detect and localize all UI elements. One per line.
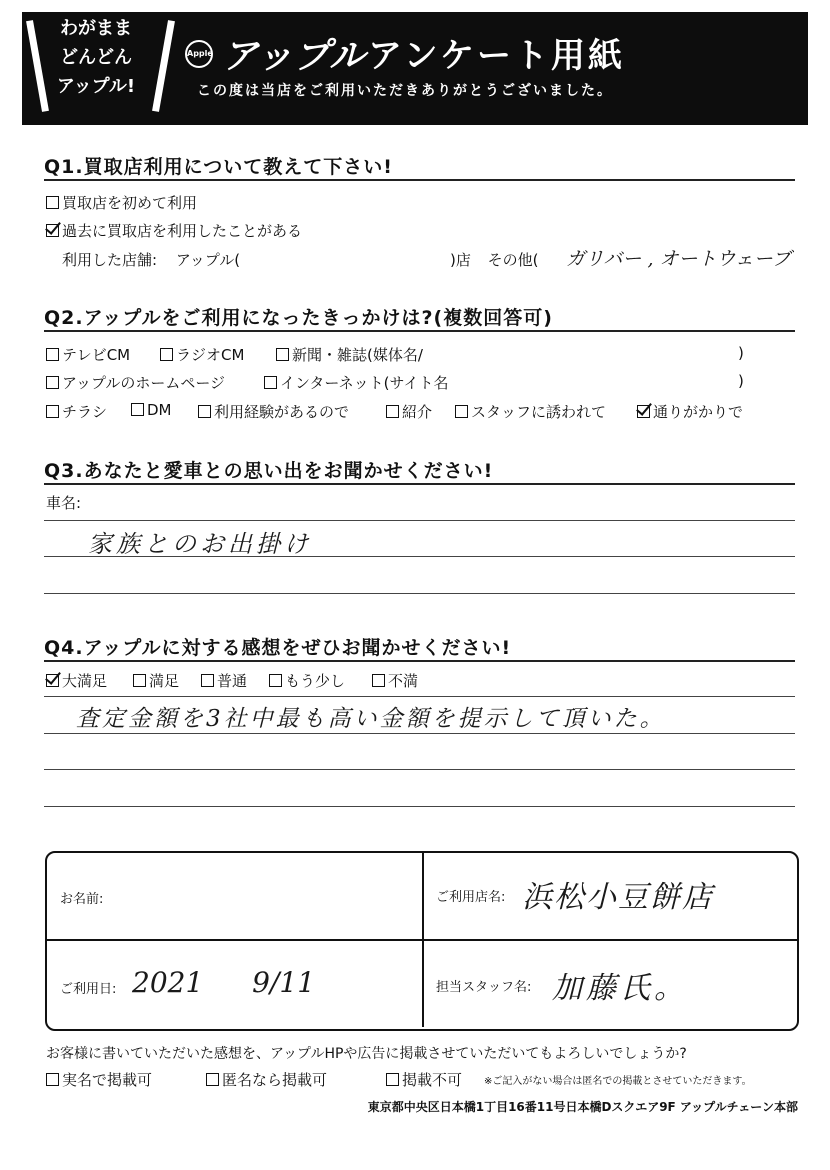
name-label: お名前: xyxy=(60,892,104,907)
option-label: スタッフに誘われて xyxy=(471,403,607,421)
consent-note: ※ご記入がない場合は匿名での掲載とさせていただきます。 xyxy=(484,1076,752,1087)
option-label: 通りがかりで xyxy=(653,403,744,421)
answer-line xyxy=(44,806,795,807)
form-title: アンケート用紙 xyxy=(368,36,625,76)
option-label: DM xyxy=(147,401,172,419)
option-label: 不満 xyxy=(388,672,419,690)
option-label: 利用経験があるので xyxy=(214,403,350,421)
store-label: 利用した店舗: xyxy=(62,251,158,269)
q2-option-homepage[interactable] xyxy=(46,372,225,393)
answer-line xyxy=(44,593,795,594)
q3-title: Q3.あなたと愛車との思い出をお聞かせください! xyxy=(44,460,494,482)
q4-option-satisfied[interactable] xyxy=(133,670,179,691)
option-label: チラシ xyxy=(62,403,108,421)
answer-line xyxy=(44,733,795,734)
q2-option-dm[interactable] xyxy=(131,401,172,419)
q4-option-could-improve[interactable] xyxy=(269,670,345,691)
handwritten-date: 2021 9/11 xyxy=(132,966,316,999)
store-name-label: ご利用店名: xyxy=(436,890,506,905)
q1-option-used-before[interactable] xyxy=(46,220,302,241)
handwritten-store-name: 浜松小豆餅店 xyxy=(522,880,714,915)
close-paren: ) xyxy=(738,372,744,390)
q1-other-row xyxy=(450,249,539,270)
q2-option-staff[interactable] xyxy=(455,401,606,422)
apple-logo-icon: Apple xyxy=(185,40,213,68)
q2-option-experience[interactable] xyxy=(198,401,349,422)
option-label: 新聞・雑誌(媒体名/ xyxy=(292,346,423,364)
slogan-line: アップル! xyxy=(56,76,136,97)
slogan-line: わがまま xyxy=(60,18,132,39)
checkbox[interactable] xyxy=(201,674,214,687)
date-label: ご利用日: xyxy=(60,982,117,997)
checkbox[interactable] xyxy=(46,348,59,361)
checkbox-checked[interactable] xyxy=(46,674,59,687)
slogan xyxy=(36,14,156,101)
checkbox[interactable] xyxy=(46,196,59,209)
option-label: 掲載不可 xyxy=(402,1071,463,1089)
consent-no[interactable] xyxy=(386,1069,462,1090)
q4-title: Q4.アップルに対する感想をぜひお聞かせください! xyxy=(44,637,512,659)
checkbox[interactable] xyxy=(160,348,173,361)
option-label: もう少し xyxy=(285,672,346,690)
q2-title: Q2.アップルをご利用になったきっかけは?(複数回答可) xyxy=(44,307,553,329)
answer-line xyxy=(44,520,795,521)
option-label: 大満足 xyxy=(62,672,108,690)
slogan-line: どんどん xyxy=(60,47,132,68)
checkbox[interactable] xyxy=(264,376,277,389)
q2-rule xyxy=(44,330,795,332)
option-label: インターネット(サイト名 xyxy=(280,374,449,392)
consent-anonymous[interactable] xyxy=(206,1069,327,1090)
q4-rule xyxy=(44,660,795,662)
q2-option-passing-by[interactable] xyxy=(637,401,743,422)
q2-option-radio[interactable] xyxy=(160,344,244,365)
close-paren: ) xyxy=(738,344,744,362)
store-prefix: アップル( xyxy=(175,251,241,269)
handwritten-feedback: 査定金額を3社中最も高い金額を提示して頂いた。 xyxy=(76,706,666,732)
q1-option-first-time[interactable] xyxy=(46,192,197,213)
checkbox[interactable] xyxy=(276,348,289,361)
q2-option-referral[interactable] xyxy=(386,401,432,422)
store-suffix: )店 xyxy=(450,251,471,269)
q4-option-dissatisfied[interactable] xyxy=(372,670,418,691)
thanks-message: この度は当店をご利用いただきありがとうございました。 xyxy=(197,83,613,99)
info-box-divider xyxy=(45,939,797,941)
q2-option-tv[interactable] xyxy=(46,344,130,365)
checkbox[interactable] xyxy=(386,405,399,418)
option-label: アップルのホームページ xyxy=(62,374,226,392)
option-label: 買取店を初めて利用 xyxy=(62,194,198,212)
q4-option-very-satisfied[interactable] xyxy=(46,670,107,691)
checkbox[interactable] xyxy=(198,405,211,418)
q2-option-internet[interactable] xyxy=(264,372,448,393)
q1-rule xyxy=(44,179,795,181)
q3-rule xyxy=(44,483,795,485)
company-address: 東京都中央区日本橋1丁目16番11号日本橋Dスクエア9F アップルチェーン本部 xyxy=(367,1100,798,1114)
q1-title: Q1.買取店利用について教えて下さい! xyxy=(44,156,393,178)
option-label: ラジオCM xyxy=(176,346,245,364)
q2-option-newspaper[interactable] xyxy=(276,344,423,365)
option-label: 普通 xyxy=(217,672,248,690)
checkbox[interactable] xyxy=(206,1073,219,1086)
checkbox[interactable] xyxy=(131,403,144,416)
option-label: テレビCM xyxy=(62,346,131,364)
q1-store-row xyxy=(62,249,240,270)
checkbox-checked[interactable] xyxy=(46,224,59,237)
checkbox[interactable] xyxy=(46,1073,59,1086)
other-label: その他( xyxy=(487,251,539,269)
consent-real-name[interactable] xyxy=(46,1069,152,1090)
checkbox[interactable] xyxy=(386,1073,399,1086)
q2-option-flyer[interactable] xyxy=(46,401,107,422)
option-label: 実名で掲載可 xyxy=(62,1071,153,1089)
car-name-label: 車名: xyxy=(46,494,82,512)
option-label: 満足 xyxy=(149,672,180,690)
checkbox-checked[interactable] xyxy=(637,405,650,418)
q4-option-average[interactable] xyxy=(201,670,247,691)
answer-line xyxy=(44,769,795,770)
handwritten-memory: 家族とのお出掛け xyxy=(88,530,312,558)
checkbox[interactable] xyxy=(46,405,59,418)
checkbox[interactable] xyxy=(133,674,146,687)
option-label: 匿名なら掲載可 xyxy=(222,1071,328,1089)
staff-name-label: 担当スタッフ名: xyxy=(436,980,532,995)
option-label: 紹介 xyxy=(402,403,433,421)
consent-question: お客様に書いていただいた感想を、アップルHPや広告に掲載させていただいてもよろしいでしょうか? xyxy=(46,1046,687,1062)
checkbox[interactable] xyxy=(372,674,385,687)
answer-line xyxy=(44,556,795,557)
checkbox[interactable] xyxy=(269,674,282,687)
handwritten-other-stores: ガリバー , オートウェーブ xyxy=(566,248,791,270)
option-label: 過去に買取店を利用したことがある xyxy=(62,222,303,240)
checkbox[interactable] xyxy=(46,376,59,389)
checkbox[interactable] xyxy=(455,405,468,418)
answer-line xyxy=(44,696,795,697)
handwritten-staff-name: 加藤氏。 xyxy=(552,971,688,1006)
brand-logo: アップル xyxy=(222,36,367,77)
